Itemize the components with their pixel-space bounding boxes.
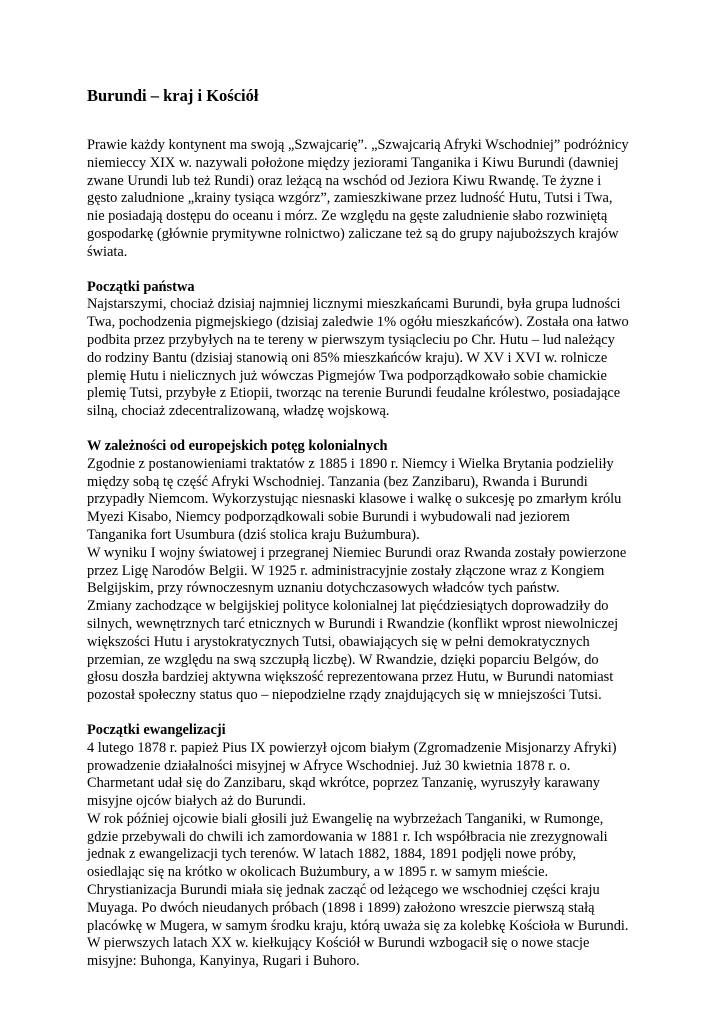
section-colonial <box>87 438 647 705</box>
document-title: Burundi – kraj i Kościół <box>87 86 259 105</box>
intro-paragraph: Prawie każdy kontynent ma swoją „Szwajcarię”. „Szwajcarią Afryki Wschodniej” podróżnicy niemieccy XIX w. nazywali położone między jeziorami Tanganika i Kiwu Burundi (dawniej zwane Urundi lub też Rundi) oraz leżącą na wschód od Jeziora Kiwu Rwandę. Te żyzne i gęsto zaludnione „krainy tysiąca wzgórz”, zamieszkiwane przez ludność Hutu, Tutsi i Twa, nie posiadają dostępu do oceanu i mórz. Ze względu na gęste zaludnienie słabo rozwiniętą gospodarkę (głównie prymitywne rolnictwo) zaliczane też są do grupy najuboższych krajów świata. <box>87 137 629 260</box>
section-evangelization <box>87 722 647 971</box>
section-body: Zgodnie z postanowieniami traktatów z 1885 i 1890 r. Niemcy i Wielka Brytania podzieliły między sobą tę część Afryki Wschodniej. Tanzania (bez Zanzibaru), Rwanda i Burundi przypadły Niemcom. Wykorzystując niesnaski klasowe i walkę o sukcesję po zmarłym królu Myezi Kisabo, Niemcy podporządkowali sobie Burundi i wybudowali nad jeziorem Tanganika fort Usumbura (dziś stolica kraju Bużumbura). W wyniku I wojny światowej i przegranej Niemiec Burundi oraz Rwanda zostały powierzone przez Ligę Narodów Belgii. W 1925 r. administracyjnie zostały złączone wraz z Kongiem Belgijskim, przy równoczesnym uznaniu dotychczasowych władców tych państw. Zmiany zachodzące w belgijskiej polityce kolonialnej lat pięćdziesiątych doprowadziły do silnych, wewnętrznych tarć etnicznych w Burundi i Rwandzie (konflikt wprost niewolniczej większości Hutu i arystokratycznych Tutsi, obawiających się w pełni demokratycznych przemian, ze względu na swą szczupłą liczbę). W Rwandzie, dzięki poparciu Belgów, do głosu doszła bardziej aktywna większość reprezentowana przez Hutu, w Burundi natomiast pozostał społeczny status quo – niepodzielne rządy znajdujących się w mniejszości Tutsi. <box>87 455 627 704</box>
section-body: Najstarszymi, chociaż dzisiaj najmniej licznymi mieszkańcami Burundi, była grupa ludności Twa, pochodzenia pigmejskiego (dzisiaj zaledwie 1% ogółu mieszkańców). Została ona łatwo podbita przez przybyłych na te tereny w pierwszym tysiącleciu po Chr. Hutu – lud należący do rodziny Bantu (dzisiaj stanowią oni 85% mieszkańców kraju). W XV i XVI w. rolnicze plemię Hutu i nielicznych już wówczas Pigmejów Twa podporządkowało sobie chamickie plemię Tutsi, przybyłe z Etiopii, tworząc na terenie Burundi feudalne królestwo, posiadające silną, chociaż zdecentralizowaną, władzę wojskową. <box>87 296 629 420</box>
section-origins <box>87 279 647 421</box>
section-heading: Początki ewangelizacji <box>87 721 226 738</box>
section-heading: Początki państwa <box>87 278 195 295</box>
section-heading: W zależności od europejskich potęg kolonialnych <box>87 437 388 454</box>
document-page <box>87 86 647 971</box>
section-body: 4 lutego 1878 r. papież Pius IX powierzył ojcom białym (Zgromadzenie Misjonarzy Afryki) prowadzenie działalności misyjnej w Afryce Wschodniej. Już 30 kwietnia 1878 r. o. Charmetant udał się do Zanzibaru, skąd wkrótce, poprzez Tanzanię, wyruszyły karawany misyjne ojców białych aż do Burundi. W rok później ojcowie biali głosili już Ewangelię na wybrzeżach Tanganiki, w Rumonge, gdzie przebywali do chwili ich zamordowania w 1881 r. Ich współbracia nie zrezygnowali jednak z ewangelizacji tych terenów. W latach 1882, 1884, 1891 podjęli nowe próby, osiedlając się na krótko w okolicach Bużumbury, a w 1895 r. w samym mieście. Chrystianizacja Burundi miała się jednak zacząć od leżącego we wschodniej części kraju Muyaga. Po dwóch nieudanych próbach (1898 i 1899) założono wreszcie pierwszą stałą placówkę w Mugera, w samym środku kraju, którą uważa się za kolebkę Kościoła w Burundi. W pierwszych latach XX w. kiełkujący Kościół w Burundi wzbogacił się o nowe stacje misyjne: Buhonga, Kanyinya, Rugari i Buhoro. <box>87 739 629 970</box>
